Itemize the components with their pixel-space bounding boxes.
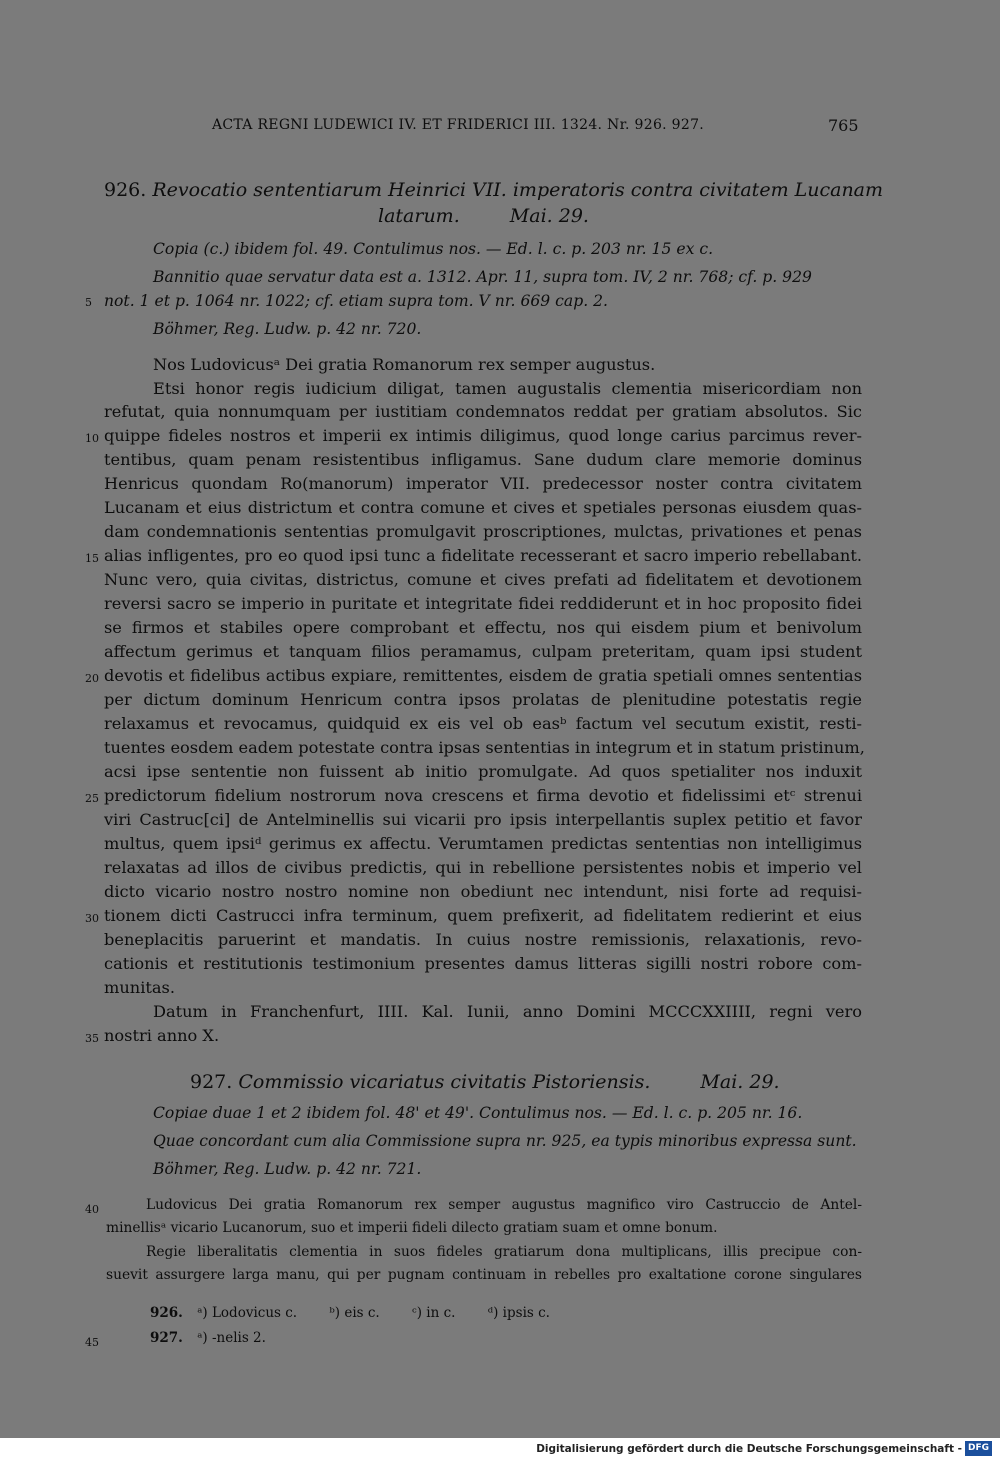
- doc-926-line: alias infligentes, pro eo quod ipsi tunc a fidelitate recesserant et sacro imperio rebellabant.: [104, 546, 862, 565]
- doc-926-line: dam condemnationis sententias promulgavit proscriptiones, mulctas, privationes et penas: [104, 522, 862, 541]
- footnote-item: ᵃ) -nelis 2.: [197, 1330, 266, 1346]
- doc-926-line: relaxamus et revocamus, quidquid ex eis vel ob easᵇ factum vel secutum existit, resti-: [104, 714, 862, 733]
- doc-926-number: 926.: [104, 179, 147, 201]
- line-number: 35: [85, 1032, 99, 1045]
- doc-927-date: Mai. 29.: [700, 1071, 780, 1093]
- doc-927-source-2: Quae concordant cum alia Commissione supra nr. 925, ea typis minoribus expressa sunt.: [153, 1132, 857, 1150]
- doc-926-line: predictorum fidelium nostrorum nova crescens et firma devotio et fidelissimi etᶜ strenui: [104, 786, 862, 805]
- line-number: 15: [85, 552, 99, 565]
- line-number: 20: [85, 672, 99, 685]
- doc-926-heading: [104, 177, 883, 203]
- footnotes-927: [150, 1330, 294, 1346]
- footnote-item: ᶜ) in c.: [412, 1305, 456, 1321]
- doc-926-line: acsi ipse sententie non fuissent ab initio promulgate. Ad quos spetialiter nos induxit: [104, 762, 862, 781]
- doc-926-line: viri Castruc[ci] de Antelminellis sui vicarii pro ipsis interpellantis suplex petitio et favor: [104, 810, 862, 829]
- doc-926-line: affectum gerimus et tanquam filios peramamus, culpam preteritam, quam ipsi student: [104, 642, 862, 661]
- doc-927-source-1: Copiae duae 1 et 2 ibidem fol. 48' et 49'. Contulimus nos. — Ed. l. c. p. 205 nr. 16.: [153, 1104, 803, 1122]
- doc-926-source-1: Copia (c.) ibidem fol. 49. Contulimus nos. — Ed. l. c. p. 203 nr. 15 ex c.: [153, 240, 714, 258]
- running-header: [0, 117, 1000, 137]
- doc-926-line: Datum in Franchenfurt, IIII. Kal. Iunii, anno Domini MCCCXXIIII, regni vero: [153, 1002, 862, 1021]
- footnotes-926: [150, 1305, 578, 1321]
- doc-926-line: se firmos et stabiles opere comprobant et effectu, nos qui eisdem pium et benivolum: [104, 618, 862, 637]
- doc-926-line: reversi sacro se imperio in puritate et integritate fidei reddiderunt et in hoc proposito fidei: [104, 594, 862, 613]
- doc-926-line: quippe fideles nostros et imperii ex intimis diligimus, quod longe carius parcimus rever-: [104, 426, 862, 445]
- doc-926-line: Etsi honor regis iudicium diligat, tamen augustalis clementia misericordiam non: [153, 379, 862, 398]
- line-number: 5: [85, 296, 92, 309]
- doc-926-line: tuentes eosdem eadem potestate contra ipsas sententias in integrum et in statum pristinum,: [104, 738, 865, 757]
- doc-927-line: Ludovicus Dei gratia Romanorum rex semper augustus magnifico viro Castruccio de Antel-: [146, 1197, 862, 1213]
- footnote-item: ᵇ) eis c.: [329, 1305, 380, 1321]
- doc-926-line: munitas.: [104, 978, 175, 997]
- doc-926-date: Mai. 29.: [509, 205, 589, 227]
- line-number: 25: [85, 792, 99, 805]
- doc-927-title: Commissio vicariatus civitatis Pistoriensis.: [238, 1071, 651, 1093]
- doc-927-source-3: Böhmer, Reg. Ludw. p. 42 nr. 721.: [153, 1160, 422, 1178]
- doc-926-line: multus, quem ipsiᵈ gerimus ex affectu. Verumtamen predictas sententias non intelligimus: [104, 834, 862, 853]
- doc-926-line: cationis et restitutionis testimonium presentes damus litteras sigilli nostri robore com-: [104, 954, 862, 973]
- doc-926-source-2: Bannitio quae servatur data est a. 1312. Apr. 11, supra tom. IV, 2 nr. 768; cf. p. 929: [153, 268, 812, 286]
- line-number: 45: [85, 1336, 99, 1349]
- doc-926-line: Henricus quondam Ro(manorum) imperator VII. predecessor noster contra civitatem: [104, 474, 862, 493]
- doc-927-line: Regie liberalitatis clementia in suos fideles gratiarum dona multiplicans, illis precipue con-: [146, 1244, 862, 1260]
- doc-926-heading-cont: [378, 203, 589, 229]
- doc-926-title-line-1: Revocatio sententiarum Heinrici VII. imperatoris contra civitatem Lucanam: [152, 179, 884, 201]
- doc-926-line: tionem dicti Castrucci infra terminum, quem prefixerit, ad fidelitatem redierint et eius: [104, 906, 862, 925]
- doc-926-line: Lucanam et eius districtum et contra comune et cives et spetiales personas eiusdem quas-: [104, 498, 862, 517]
- doc-926-line: Nos Ludovicusᵃ Dei gratia Romanorum rex semper augustus.: [153, 355, 656, 374]
- doc-926-line: tentibus, quam penam resistentibus infligamus. Sane dudum clare memorie dominus: [104, 450, 862, 469]
- footnote-label: 926.: [150, 1305, 183, 1321]
- doc-927-line: suevit assurgere larga manu, qui per pugnam continuam in rebelles pro exaltatione corone singulares: [106, 1267, 862, 1283]
- running-title: ACTA REGNI LUDEWICI IV. ET FRIDERICI III. 1324. Nr. 926. 927.: [212, 117, 705, 133]
- line-number: 10: [85, 432, 99, 445]
- doc-926-title-line-2: latarum.: [378, 205, 460, 227]
- page-number: 765: [828, 116, 859, 135]
- digitization-credit-bar: [0, 1438, 1000, 1460]
- doc-926-line: relaxatas ad illos de civibus predictis, qui in rebellione persistentes nobis et imperio vel: [104, 858, 862, 877]
- line-number: 30: [85, 912, 99, 925]
- dfg-logo-icon: DFG: [965, 1441, 992, 1456]
- footnote-label: 927.: [150, 1330, 183, 1346]
- doc-927-number: 927.: [190, 1071, 233, 1093]
- doc-926-line: Nunc vero, quia civitas, districtus, comune et cives prefati ad fidelitatem et devotionem: [104, 570, 862, 589]
- doc-926-line: per dictum dominum Henricum contra ipsos prolatas de plenitudine potestatis regie: [104, 690, 862, 709]
- doc-926-line: dicto vicario nostro nostro nomine non obediunt nec intendunt, nisi forte ad requisi-: [104, 882, 862, 901]
- line-number: 40: [85, 1203, 99, 1216]
- doc-926-line: refutat, quia nonnumquam per iustitiam condemnatos reddat per gratiam absolutos. Sic: [104, 402, 862, 421]
- doc-927-line: minellisᵃ vicario Lucanorum, suo et imperii fideli dilecto gratiam suam et omne bonum.: [106, 1220, 718, 1236]
- footnote-item: ᵃ) Lodovicus c.: [197, 1305, 298, 1321]
- doc-926-line: nostri anno X.: [104, 1026, 220, 1045]
- doc-926-line: devotis et fidelibus actibus expiare, remittentes, eisdem de gratia spetiali omnes sententias: [104, 666, 862, 685]
- doc-926-source-3: not. 1 et p. 1064 nr. 1022; cf. etiam supra tom. V nr. 669 cap. 2.: [104, 292, 608, 310]
- doc-927-heading: [190, 1069, 780, 1095]
- footnote-item: ᵈ) ipsis c.: [487, 1305, 550, 1321]
- doc-926-source-4: Böhmer, Reg. Ludw. p. 42 nr. 720.: [153, 320, 422, 338]
- doc-926-line: beneplacitis paruerint et mandatis. In cuius nostre remissionis, relaxationis, revo-: [104, 930, 862, 949]
- funding-credit: Digitalisierung gefördert durch die Deutsche Forschungsgemeinschaft -: [536, 1443, 962, 1455]
